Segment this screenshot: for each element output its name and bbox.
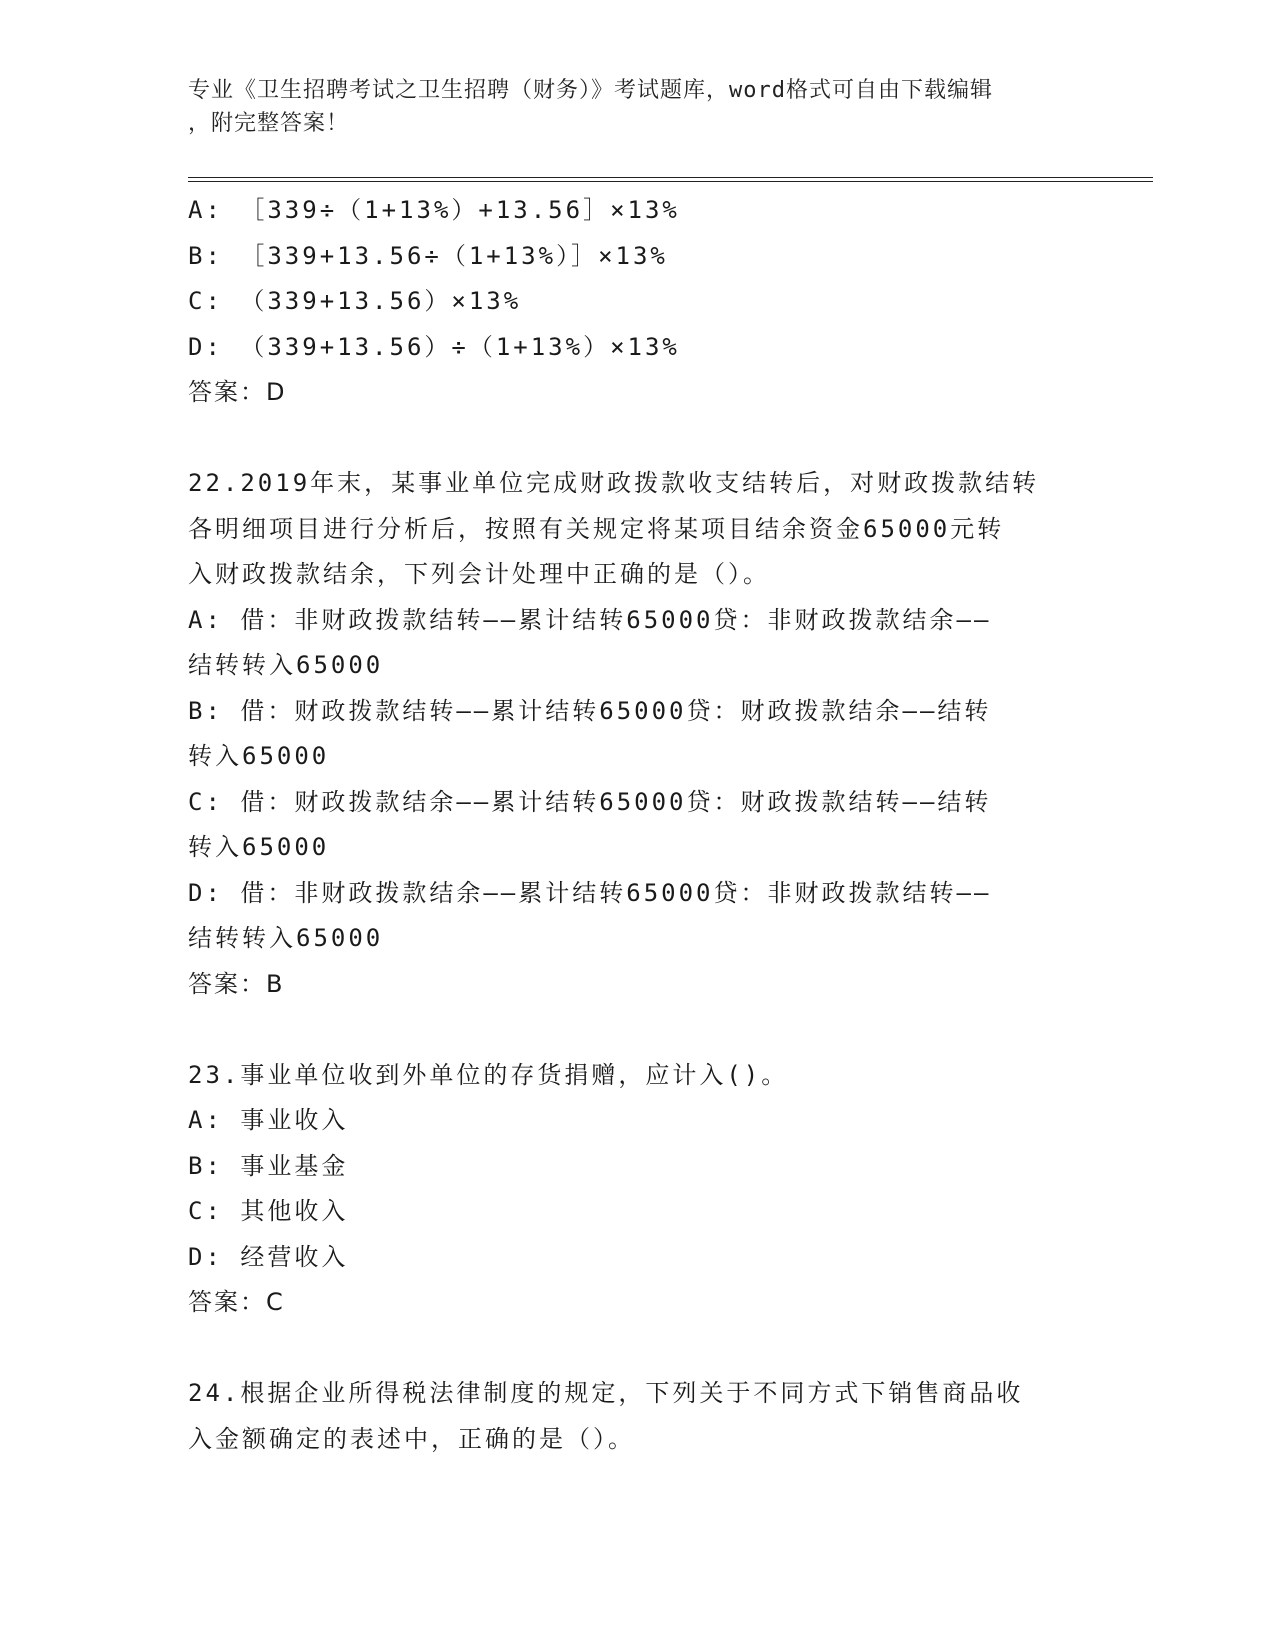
question-stem-line: 23.事业单位收到外单位的存货捐赠，应计入()。: [188, 1060, 789, 1089]
spacer: [188, 1326, 1088, 1372]
option-b: B: 借：财政拨款结转——累计结转65000贷：财政拨款结余——结转: [188, 696, 992, 725]
question-22: [188, 461, 1088, 1007]
question-stem-line: 24.根据企业所得税法律制度的规定，下列关于不同方式下销售商品收: [188, 1379, 1024, 1407]
question-21-tail: [188, 188, 1088, 416]
question-23: [188, 1053, 1088, 1326]
header-title-line-2: ，附完整答案！: [188, 111, 350, 136]
option-c: C: 借：财政拨款结余——累计结转65000贷：财政拨款结转——结转: [188, 787, 992, 816]
answer-line: 答案：C: [188, 1288, 285, 1316]
question-content: [188, 188, 1088, 1462]
question-stem-line: 各明细项目进行分析后，按照有关规定将某项目结余资金65000元转: [188, 514, 1005, 543]
question-stem-line: 22.2019年末，某事业单位完成财政拨款收支结转后，对财政拨款结转: [188, 469, 1040, 497]
page-header: [188, 74, 1088, 140]
option-c: C: （339+13.56）×13%: [188, 287, 522, 315]
option-a: A: 事业收入: [188, 1106, 349, 1134]
option-b-continued: 转入65000: [188, 742, 330, 770]
spacer: [188, 1007, 1088, 1053]
option-d: D: （339+13.56）÷（1+13%）×13%: [188, 332, 680, 361]
spacer: [188, 416, 1088, 462]
header-title-line-1: 专业《卫生招聘考试之卫生招聘（财务）》考试题库，word格式可自由下载编辑: [188, 78, 993, 103]
option-d: D: 经营收入: [188, 1242, 349, 1271]
option-c: C: 其他收入: [188, 1197, 349, 1225]
option-a: A: 借：非财政拨款结转——累计结转65000贷：非财政拨款结余——: [188, 605, 992, 634]
header-double-rule: [188, 177, 1153, 182]
option-d-continued: 结转转入65000: [188, 924, 384, 952]
option-b: B: ［339+13.56÷（1+13%）］×13%: [188, 241, 668, 270]
option-a: A: ［339÷（1+13%）+13.56］×13%: [188, 196, 680, 224]
question-stem-line: 入金额确定的表述中，正确的是（）。: [188, 1424, 635, 1453]
question-stem-line: 入财政拨款结余，下列会计处理中正确的是（）。: [188, 560, 770, 588]
option-c-continued: 转入65000: [188, 833, 330, 861]
option-b: B: 事业基金: [188, 1151, 349, 1180]
option-d: D: 借：非财政拨款结余——累计结转65000贷：非财政拨款结转——: [188, 878, 992, 907]
answer-line: 答案：B: [188, 969, 285, 998]
option-a-continued: 结转转入65000: [188, 651, 384, 679]
question-24: [188, 1371, 1088, 1462]
answer-line: 答案：D: [188, 378, 287, 406]
